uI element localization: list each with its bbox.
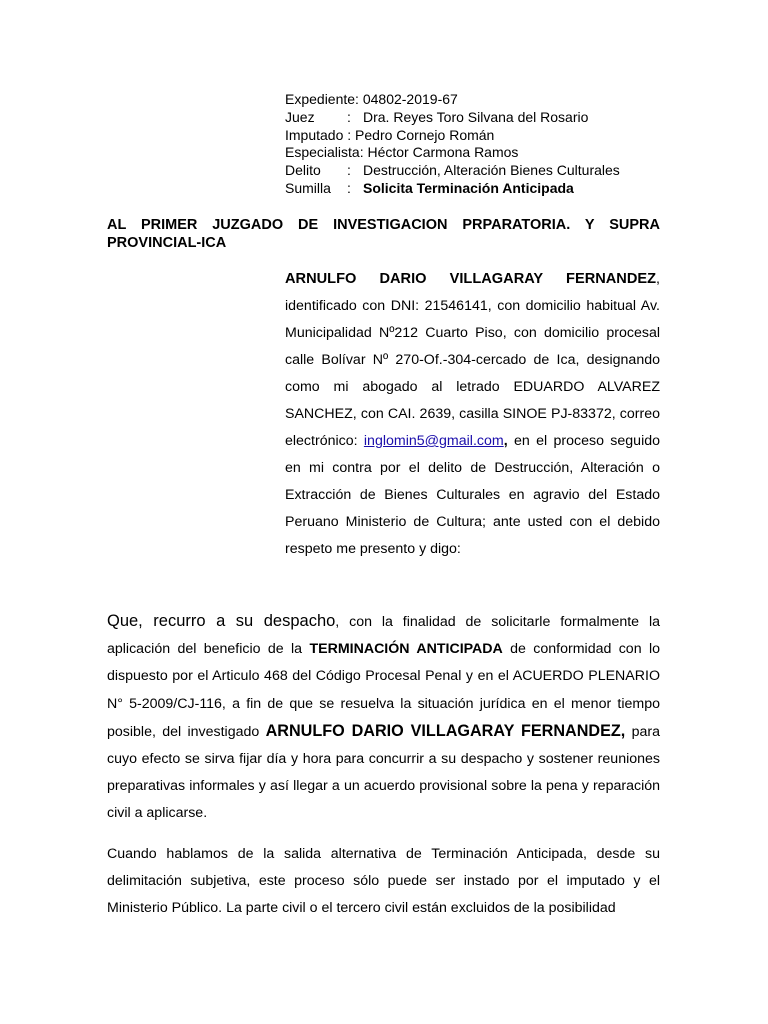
argument-paragraph: Cuando hablamos de la salida alternativa de Terminación Anticipada, desde su delimitación subjetiva, este proceso sólo puede ser instado por el imputado y el Ministerio Público. La parte civil o el tercero civil están excluidos de la posibilidad — [107, 846, 660, 917]
request-bold-term: TERMINACIÓN ANTICIPADA — [309, 641, 503, 658]
delito-label: Delito — [285, 162, 321, 179]
name-comma: , — [656, 271, 660, 287]
request-paragraph — [107, 608, 660, 828]
imputado-text: Imputado : Pedro Cornejo Román — [285, 126, 495, 143]
sumilla-value: Solicita Terminación Anticipada — [363, 179, 574, 196]
identification-text-continued: en el proceso seguido en mi contra por el delito de Destrucción, Alteración o Extracción de Bienes Culturales en agravio del Estado Peruano Ministerio de Cultura; ante usted con el debido respeto me presento y digo: — [285, 433, 661, 557]
juez-value: Dra. Reyes Toro Silvana del Rosario — [363, 108, 589, 125]
delito-value: Destrucción, Alteración Bienes Culturales — [363, 162, 620, 179]
request-investigated-name: ARNULFO DARIO VILLAGARAY FERNANDEZ, — [265, 721, 626, 740]
especialista-line — [285, 144, 685, 162]
sumilla-label: Sumilla — [285, 179, 331, 196]
identification-text: identificado con DNI: 21546141, con domicilio habitual Av. Municipalidad Nº212 Cuarto Piso, con domicilio procesal calle Bolívar Nº 270-Of.-304-cercado de Ica, designando como mi abogado al letrado EDUARDO ALVAREZ SANCHEZ, con CAI. 2639, casilla SINOE PJ-83372, correo electrónico: — [285, 298, 660, 449]
delito-line — [285, 162, 685, 180]
identification-paragraph — [285, 266, 660, 563]
addressee-heading: AL PRIMER JUZGADO DE INVESTIGACION PRPARATORIA. Y SUPRA PROVINCIAL-ICA — [107, 217, 660, 251]
email-link[interactable]: inglomin5@gmail.com — [363, 433, 504, 449]
request-text-1: , con la finalidad de solicitarle formalmente la aplicación del beneficio de la — [107, 614, 660, 658]
juez-line — [285, 109, 685, 127]
request-text-2: de conformidad con lo dispuesto por el Articulo 468 del Código Procesal Penal y en el ACUERDO PLENARIO N° 5-2009/CJ-116, a fin de que se resuelva la situación jurídica en el menor tiempo posible, del investigado — [107, 641, 660, 740]
sumilla-line — [285, 180, 685, 198]
expediente-line — [285, 91, 685, 109]
request-text-3: para cuyo efecto se sirva fijar día y hora para concurrir a su despacho y sostener reuniones preparativas informales y así llegar a un acuerdo provisional sobre la pena y reparación civil a aplicarse. — [107, 723, 661, 822]
expediente-text: Expediente: 04802-2019-67 — [285, 91, 458, 107]
imputado-line — [285, 127, 685, 145]
petitioner-name: ARNULFO DARIO VILLAGARAY FERNANDEZ — [285, 271, 657, 287]
case-header — [285, 91, 685, 198]
delito-separator: : — [347, 162, 351, 179]
juez-label: Juez — [285, 108, 315, 125]
sumilla-separator: : — [347, 179, 351, 196]
email-comma: , — [503, 433, 508, 449]
juez-separator: : — [347, 108, 351, 125]
request-lead: Que, recurro a su despacho — [107, 612, 336, 630]
especialista-text: Especialista: Héctor Carmona Ramos — [285, 144, 519, 161]
